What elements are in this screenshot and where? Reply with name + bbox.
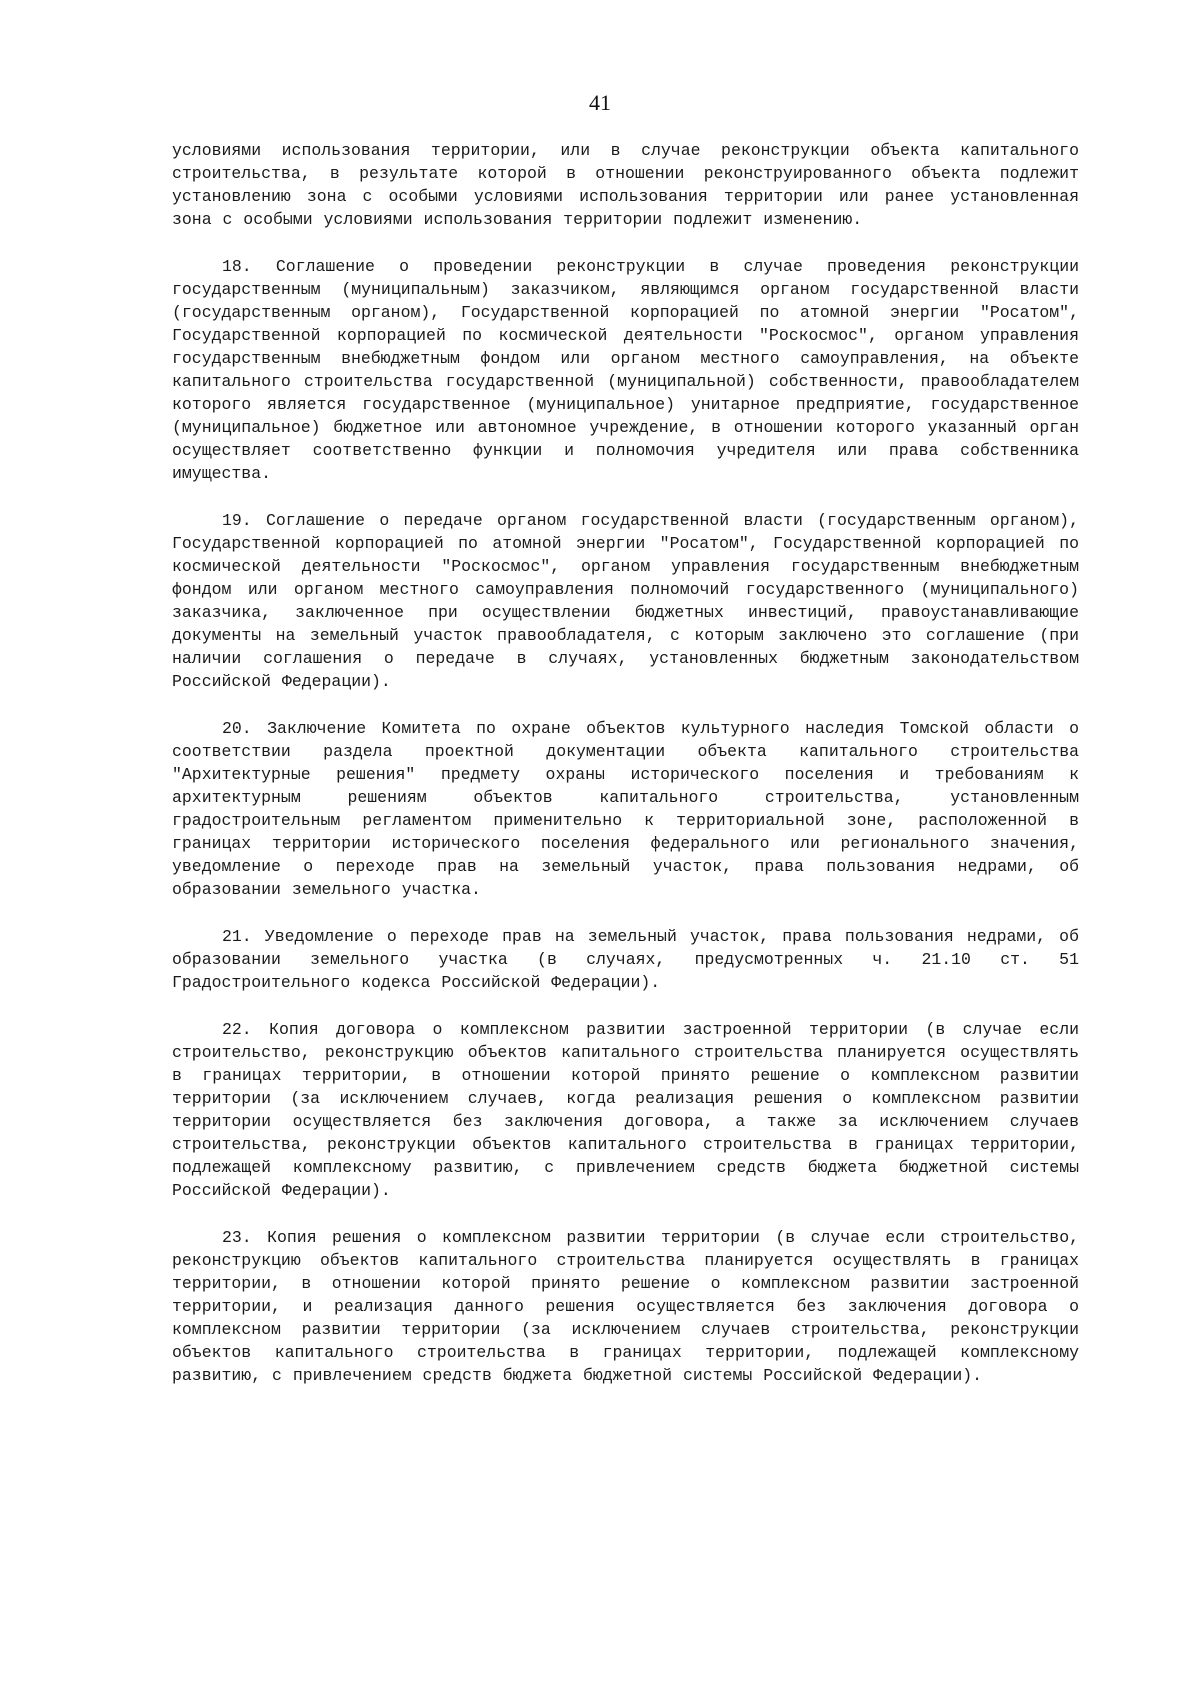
page-number: 41 bbox=[589, 90, 611, 115]
paragraph-item-20: 20. Заключение Комитета по охране объектов культурного наследия Томской области о соответствии раздела проектной документации объекта капитального строительства "Архитектурные решения" предмету охраны исторического поселения и требованиям к архитектурным решениям объектов капитального строительства, установленным градостроительным регламентом применительно к территориальной зоне, расположенной в границах территории исторического поселения федерального или регионального значения, уведомление о переходе прав на земельный участок, права пользования недрами, об образовании земельного участка. bbox=[172, 719, 1079, 899]
paragraph-item-23: 23. Копия решения о комплексном развитии территории (в случае если строительство, реконструкцию объектов капитального строительства планируется осуществлять в границах территории, в отношении которой принято решение о комплексном развитии застроенной территории, и реализация данного решения осуществляется без заключения договора о комплексном развитии территории (за исключением случаев строительства, реконструкции объектов капитального строительства в границах территории, подлежащей комплексному развитию, с привлечением средств бюджета бюджетной системы Российской Федерации). bbox=[172, 1228, 1079, 1385]
paragraph-item-22: 22. Копия договора о комплексном развитии застроенной территории (в случае если строительство, реконструкцию объектов капитального строительства планируется осуществлять в границах территории, в отношении которой принято решение о комплексном развитии территории (за исключением случаев, когда реализация решения о комплексном развитии территории осуществляется без заключения договора, а также за исключением случаев строительства, реконструкции объектов капитального строительства в границах территории, подлежащей комплексному развитию, с привлечением средств бюджета бюджетной системы Российской Федерации). bbox=[172, 1020, 1079, 1200]
paragraph-item-19: 19. Соглашение о передаче органом государственной власти (государственным органом), Государственной корпорацией по атомной энергии "Росатом", Государственной корпорацией по космической деятельности "Роскосмос", органом управления государственным внебюджетным фондом или органом местного самоуправления полномочий государственного (муниципального) заказчика, заключенное при осуществлении бюджетных инвестиций, правоустанавливающие документы на земельный участок правообладателя, с которым заключено это соглашение (при наличии соглашения о передаче в случаях, установленных бюджетным законодательством Российской Федерации). bbox=[172, 511, 1079, 691]
paragraph-item-21: 21. Уведомление о переходе прав на земельный участок, права пользования недрами, об образовании земельного участка (в случаях, предусмотренных ч. 21.10 ст. 51 Градостроительного кодекса Российской Федерации). bbox=[172, 927, 1079, 992]
document-body bbox=[172, 139, 1079, 1411]
paragraph-continuation: условиями использования территории, или в случае реконструкции объекта капитального строительства, в результате которой в отношении реконструированного объекта подлежит установлению зона с особыми условиями использования территории или ранее установленная зона с особыми условиями использования территории подлежит изменению. bbox=[172, 141, 1079, 229]
paragraph-item-18: 18. Соглашение о проведении реконструкции в случае проведения реконструкции государственным (муниципальным) заказчиком, являющимся органом государственной власти (государственным органом), Государственной корпорацией по атомной энергии "Росатом", Государственной корпорацией по космической деятельности "Роскосмос", органом управления государственным внебюджетным фондом или органом местного самоуправления, на объекте капитального строительства государственной (муниципальной) собственности, правообладателем которого является государственное (муниципальное) унитарное предприятие, государственное (муниципальное) бюджетное или автономное учреждение, в отношении которого указанный орган осуществляет соответственно функции и полномочия учредителя или права собственника имущества. bbox=[172, 257, 1079, 483]
